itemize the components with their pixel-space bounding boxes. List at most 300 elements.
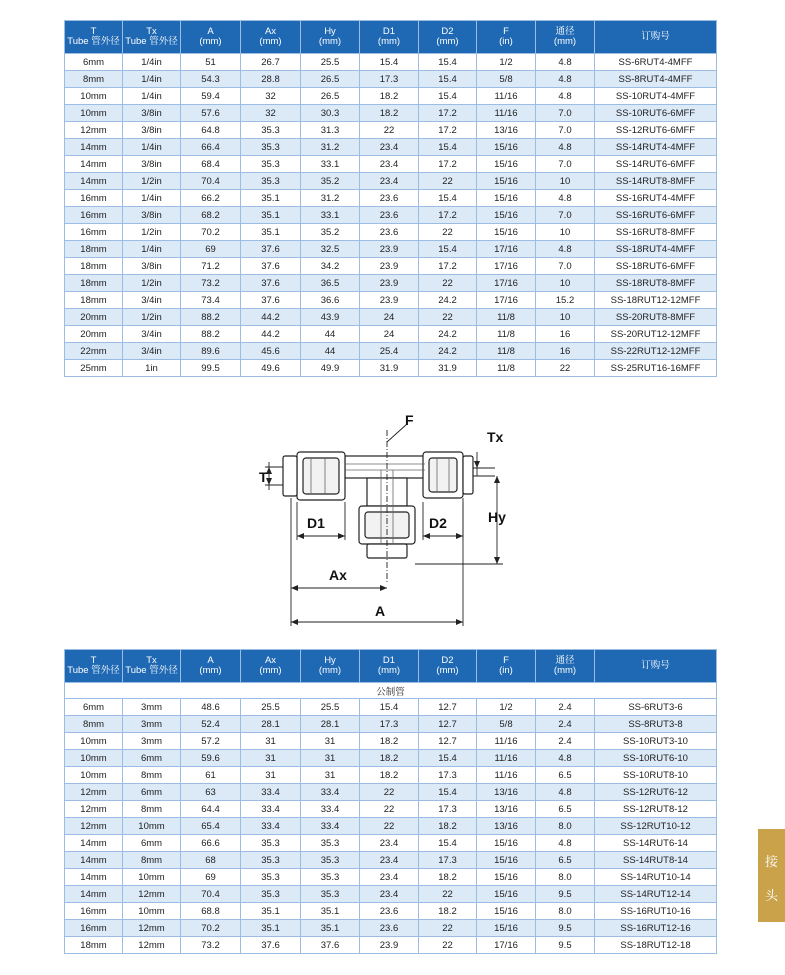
column-header: [477, 650, 536, 683]
table-cell: 13/16: [477, 122, 536, 139]
table-cell: 32.5: [301, 241, 360, 258]
table-cell: 70.2: [181, 224, 241, 241]
table-cell: 23.9: [360, 937, 419, 954]
table-cell: 17/16: [477, 937, 536, 954]
table-cell: 23.4: [360, 869, 419, 886]
table-cell: 22mm: [65, 343, 123, 360]
table-cell: 18.2: [360, 767, 419, 784]
table-row: [65, 71, 717, 88]
column-header: [419, 650, 477, 683]
table-cell: 24.2: [419, 292, 477, 309]
table-cell: 18mm: [65, 241, 123, 258]
table-cell: 17.2: [419, 156, 477, 173]
table-row: [65, 258, 717, 275]
table-cell: 18.2: [419, 818, 477, 835]
column-header: [241, 650, 301, 683]
column-header: [123, 21, 181, 54]
table-row: [65, 784, 717, 801]
table-cell: 31.2: [301, 190, 360, 207]
table-row: [65, 716, 717, 733]
tee-fitting-diagram: [255, 412, 525, 634]
table-cell: SS-14RUT10-14: [595, 869, 717, 886]
spec-table-metric: [64, 649, 717, 954]
column-header-line2: (mm): [318, 36, 342, 47]
table-cell: 68.2: [181, 207, 241, 224]
table-cell: 2.4: [536, 733, 595, 750]
table-cell: 69: [181, 241, 241, 258]
table-cell: SS-14RUT4-4MFF: [595, 139, 717, 156]
table-cell: 25mm: [65, 360, 123, 377]
table-cell: 45.6: [241, 343, 301, 360]
table-cell: 23.9: [360, 241, 419, 258]
table-cell: 3mm: [123, 716, 181, 733]
table-cell: 1/4in: [123, 190, 181, 207]
table-cell: SS-22RUT12-12MFF: [595, 343, 717, 360]
table-cell: SS-14RUT6-14: [595, 835, 717, 852]
table-cell: 7.0: [536, 156, 595, 173]
table-cell: 7.0: [536, 122, 595, 139]
table-cell: 10mm: [65, 767, 123, 784]
table-cell: 34.2: [301, 258, 360, 275]
table-cell: 10mm: [65, 750, 123, 767]
column-header: [419, 21, 477, 54]
table-cell: 15.4: [419, 139, 477, 156]
column-header-line1: A: [207, 26, 214, 37]
table-cell: 16mm: [65, 190, 123, 207]
table-cell: 4.8: [536, 241, 595, 258]
column-header-line2: (mm): [259, 36, 282, 47]
table-cell: SS-10RUT3-10: [595, 733, 717, 750]
column-header-line1: Tx: [146, 26, 157, 37]
table-cell: 23.4: [360, 139, 419, 156]
table-row: [65, 326, 717, 343]
table-cell: 33.4: [241, 784, 301, 801]
table-cell: 3/4in: [123, 343, 181, 360]
table-cell: 9.5: [536, 920, 595, 937]
table-cell: 15.4: [419, 835, 477, 852]
table-header-row: [65, 650, 717, 683]
table-row: [65, 699, 717, 716]
table-cell: 14mm: [65, 139, 123, 156]
table-cell: 16mm: [65, 224, 123, 241]
column-header-line2: (mm): [436, 36, 459, 47]
table-cell: 64.4: [181, 801, 241, 818]
table-row: [65, 360, 717, 377]
table-cell: 36.5: [301, 275, 360, 292]
table-cell: 13/16: [477, 818, 536, 835]
table-cell: 33.1: [301, 156, 360, 173]
table-cell: 10mm: [123, 818, 181, 835]
table-cell: 12mm: [65, 784, 123, 801]
column-header-line2: (mm): [377, 36, 401, 47]
table-cell: SS-10RUT4-4MFF: [595, 88, 717, 105]
table-cell: 8mm: [123, 767, 181, 784]
table-row: [65, 920, 717, 937]
table-cell: 18.2: [419, 869, 477, 886]
table-cell: 44.2: [241, 309, 301, 326]
table-cell: 66.4: [181, 139, 241, 156]
column-header: [241, 21, 301, 54]
table-cell: 10: [536, 224, 595, 241]
table-cell: 35.3: [241, 173, 301, 190]
table-cell: 22: [419, 886, 477, 903]
table-subheader-row: [65, 683, 717, 699]
table-cell: 36.6: [301, 292, 360, 309]
table-cell: SS-18RUT12-12MFF: [595, 292, 717, 309]
metric-subheader: 公制管: [65, 683, 717, 699]
table-cell: 10mm: [65, 733, 123, 750]
table-cell: 4.8: [536, 139, 595, 156]
column-header: [536, 21, 595, 54]
table-cell: 12.7: [419, 699, 477, 716]
table-cell: 26.5: [301, 88, 360, 105]
table-cell: SS-16RUT8-8MFF: [595, 224, 717, 241]
table-cell: 31: [241, 750, 301, 767]
table-cell: 16mm: [65, 207, 123, 224]
table-cell: 15/16: [477, 852, 536, 869]
table-cell: 18mm: [65, 275, 123, 292]
table-row: [65, 886, 717, 903]
table-cell: 35.1: [241, 920, 301, 937]
table-cell: 4.8: [536, 784, 595, 801]
table-header-row: [65, 21, 717, 54]
table-cell: 37.6: [241, 258, 301, 275]
label-t: T: [259, 469, 268, 485]
table-cell: 35.3: [241, 869, 301, 886]
column-header: [65, 21, 123, 54]
table-cell: 22: [419, 224, 477, 241]
table-cell: 66.6: [181, 835, 241, 852]
table-cell: 30.3: [301, 105, 360, 122]
table-cell: 22: [419, 275, 477, 292]
table-cell: 14mm: [65, 852, 123, 869]
table-row: [65, 937, 717, 954]
table-cell: 23.4: [360, 852, 419, 869]
column-header: [65, 650, 123, 683]
table-cell: 15.4: [419, 784, 477, 801]
table-cell: 17.3: [360, 716, 419, 733]
table-cell: 23.4: [360, 886, 419, 903]
column-header: [360, 21, 419, 54]
table-cell: 23.9: [360, 275, 419, 292]
table-cell: 68.8: [181, 903, 241, 920]
column-header: [181, 650, 241, 683]
table-row: [65, 241, 717, 258]
table-cell: 44: [301, 343, 360, 360]
table-row: [65, 105, 717, 122]
table-cell: 54.3: [181, 71, 241, 88]
table-cell: 31: [241, 767, 301, 784]
table-cell: 17.2: [419, 122, 477, 139]
table-cell: 9.5: [536, 886, 595, 903]
table-cell: 2.4: [536, 699, 595, 716]
table-cell: 3mm: [123, 699, 181, 716]
table-row: [65, 122, 717, 139]
table-cell: 57.6: [181, 105, 241, 122]
label-d1: D1: [307, 515, 325, 531]
table-cell: SS-10RUT6-6MFF: [595, 105, 717, 122]
table-cell: 23.9: [360, 292, 419, 309]
table-cell: 26.5: [301, 71, 360, 88]
table-cell: 18.2: [419, 903, 477, 920]
table-row: [65, 139, 717, 156]
table-cell: 11/8: [477, 326, 536, 343]
table-cell: 71.2: [181, 258, 241, 275]
column-header-line2: (mm): [377, 665, 401, 676]
table-row: [65, 869, 717, 886]
table-cell: 17/16: [477, 292, 536, 309]
table-cell: 18.2: [360, 733, 419, 750]
table-cell: 23.6: [360, 190, 419, 207]
table-cell: 35.3: [301, 886, 360, 903]
table-cell: 22: [360, 122, 419, 139]
column-header-line1: A: [207, 655, 214, 666]
table-cell: 15.4: [419, 54, 477, 71]
table-cell: 68.4: [181, 156, 241, 173]
table-cell: 22: [360, 801, 419, 818]
table-cell: SS-14RUT12-14: [595, 886, 717, 903]
table-cell: 25.5: [241, 699, 301, 716]
table-cell: 1/4in: [123, 139, 181, 156]
column-header-line1: 订购号: [641, 660, 670, 671]
table-cell: 26.7: [241, 54, 301, 71]
table-cell: 31.3: [301, 122, 360, 139]
table-cell: 3/4in: [123, 326, 181, 343]
table-cell: 15.4: [419, 88, 477, 105]
table-cell: 4.8: [536, 88, 595, 105]
table-row: [65, 190, 717, 207]
table-cell: 10: [536, 275, 595, 292]
table-cell: 6.5: [536, 801, 595, 818]
table-cell: SS-8RUT3-8: [595, 716, 717, 733]
table-cell: 48.6: [181, 699, 241, 716]
table-cell: 18mm: [65, 258, 123, 275]
table-cell: 59.6: [181, 750, 241, 767]
table-cell: 59.4: [181, 88, 241, 105]
column-header-line1: Ax: [264, 26, 277, 37]
label-hy: Hy: [488, 509, 506, 525]
column-header-line2: Tube 管外径: [67, 665, 120, 676]
table-cell: 66.2: [181, 190, 241, 207]
table-cell: 15.4: [419, 190, 477, 207]
column-header-line2: (mm): [199, 36, 222, 47]
table-cell: 17.3: [419, 852, 477, 869]
label-f: F: [405, 412, 414, 428]
table-cell: 4.8: [536, 71, 595, 88]
table-cell: 1/2in: [123, 173, 181, 190]
table-cell: 1/4in: [123, 88, 181, 105]
table-cell: 25.4: [360, 343, 419, 360]
table-cell: 10mm: [65, 88, 123, 105]
table-cell: 11/8: [477, 309, 536, 326]
table-cell: 32: [241, 105, 301, 122]
column-header: [595, 21, 717, 54]
table-cell: 16: [536, 343, 595, 360]
table-cell: SS-10RUT6-10: [595, 750, 717, 767]
table-row: [65, 903, 717, 920]
table-row: [65, 88, 717, 105]
table-cell: 18.2: [360, 105, 419, 122]
table-cell: SS-20RUT12-12MFF: [595, 326, 717, 343]
table-cell: SS-18RUT6-6MFF: [595, 258, 717, 275]
table-cell: 17/16: [477, 241, 536, 258]
table-cell: 10: [536, 173, 595, 190]
table-row: [65, 275, 717, 292]
table-row: [65, 173, 717, 190]
table-cell: 35.3: [241, 886, 301, 903]
table-cell: 35.2: [301, 173, 360, 190]
table-cell: 11/8: [477, 343, 536, 360]
table-cell: 88.2: [181, 309, 241, 326]
column-header-line2: (mm): [259, 665, 282, 676]
table-cell: 11/8: [477, 360, 536, 377]
table-cell: 3/8in: [123, 258, 181, 275]
table-cell: 5/8: [477, 71, 536, 88]
table-cell: 20mm: [65, 309, 123, 326]
table-cell: 17.3: [419, 801, 477, 818]
table-cell: 14mm: [65, 886, 123, 903]
table-cell: 99.5: [181, 360, 241, 377]
column-header-line1: Ax: [264, 655, 277, 666]
table-cell: 43.9: [301, 309, 360, 326]
table-cell: 1/2: [477, 54, 536, 71]
table-cell: 22: [419, 920, 477, 937]
column-header-line1: 通径: [555, 655, 575, 666]
table-cell: 22: [419, 173, 477, 190]
table-cell: 6mm: [65, 699, 123, 716]
table-cell: 12mm: [123, 920, 181, 937]
table-cell: 22: [419, 937, 477, 954]
table-cell: 15/16: [477, 835, 536, 852]
table-cell: 18mm: [65, 292, 123, 309]
table-cell: 73.4: [181, 292, 241, 309]
table-cell: 12mm: [65, 801, 123, 818]
table-cell: 31: [301, 733, 360, 750]
table-cell: 89.6: [181, 343, 241, 360]
table-cell: 3/8in: [123, 105, 181, 122]
table-cell: 17.2: [419, 105, 477, 122]
column-header: [301, 650, 360, 683]
table-cell: SS-6RUT3-6: [595, 699, 717, 716]
table-cell: 17.2: [419, 258, 477, 275]
table-row: [65, 750, 717, 767]
table-cell: 17.2: [419, 207, 477, 224]
table-cell: 44: [301, 326, 360, 343]
table-cell: 15/16: [477, 207, 536, 224]
table-cell: 13/16: [477, 801, 536, 818]
table-cell: 23.4: [360, 173, 419, 190]
label-d2: D2: [429, 515, 447, 531]
table-cell: 12mm: [65, 122, 123, 139]
table-cell: 35.3: [241, 852, 301, 869]
table-cell: 16mm: [65, 920, 123, 937]
table-cell: 23.6: [360, 224, 419, 241]
table-cell: SS-16RUT10-16: [595, 903, 717, 920]
table-cell: 8mm: [65, 716, 123, 733]
table-cell: 52.4: [181, 716, 241, 733]
table-cell: 35.3: [241, 139, 301, 156]
table-cell: 49.9: [301, 360, 360, 377]
table-cell: SS-25RUT16-16MFF: [595, 360, 717, 377]
table-cell: 35.3: [301, 852, 360, 869]
table-cell: 1in: [123, 360, 181, 377]
table-cell: 6mm: [123, 835, 181, 852]
table-cell: 35.3: [241, 835, 301, 852]
table-cell: 51: [181, 54, 241, 71]
table-cell: 24: [360, 309, 419, 326]
table-cell: SS-14RUT6-6MFF: [595, 156, 717, 173]
table-cell: 49.6: [241, 360, 301, 377]
table-cell: SS-18RUT4-4MFF: [595, 241, 717, 258]
table-cell: 35.3: [301, 835, 360, 852]
label-ax: Ax: [329, 567, 347, 583]
column-header-line2: Tube 管外径: [125, 665, 178, 676]
table-cell: 64.8: [181, 122, 241, 139]
table-cell: 15.4: [419, 750, 477, 767]
table-cell: 12.7: [419, 733, 477, 750]
table-cell: 24.2: [419, 326, 477, 343]
table-cell: 31.2: [301, 139, 360, 156]
table-cell: 1/4in: [123, 71, 181, 88]
table-cell: SS-16RUT6-6MFF: [595, 207, 717, 224]
column-header: [301, 21, 360, 54]
table-cell: 14mm: [65, 835, 123, 852]
table-cell: 1/2in: [123, 224, 181, 241]
table-cell: 8mm: [123, 801, 181, 818]
table-cell: 13/16: [477, 784, 536, 801]
table-cell: 11/16: [477, 88, 536, 105]
table-cell: SS-12RUT6-12: [595, 784, 717, 801]
table-cell: 17/16: [477, 275, 536, 292]
table-cell: 37.6: [301, 937, 360, 954]
column-header-line2: (mm): [553, 665, 577, 676]
table-cell: 31.9: [419, 360, 477, 377]
table-cell: 32: [241, 88, 301, 105]
table-cell: 11/16: [477, 105, 536, 122]
table-cell: 35.1: [301, 920, 360, 937]
table-cell: 5/8: [477, 716, 536, 733]
table-cell: 68: [181, 852, 241, 869]
table-cell: 35.3: [241, 122, 301, 139]
table-cell: 28.1: [241, 716, 301, 733]
table-cell: 8.0: [536, 818, 595, 835]
table-cell: 28.1: [301, 716, 360, 733]
table-cell: 15.4: [360, 699, 419, 716]
table-cell: 9.5: [536, 937, 595, 954]
column-header-line1: 订购号: [641, 31, 670, 42]
table-cell: SS-6RUT4-4MFF: [595, 54, 717, 71]
table-row: [65, 54, 717, 71]
table-cell: 35.1: [241, 207, 301, 224]
table-cell: 14mm: [65, 156, 123, 173]
column-header-line2: Tube 管外径: [125, 36, 178, 47]
table-cell: 35.1: [241, 224, 301, 241]
table-cell: 18.2: [360, 750, 419, 767]
column-header: [595, 650, 717, 683]
table-cell: 35.1: [301, 903, 360, 920]
table-cell: 24: [360, 326, 419, 343]
label-a: A: [375, 603, 386, 619]
table-cell: 15/16: [477, 190, 536, 207]
column-header-line1: Hy: [324, 26, 336, 37]
column-header: [123, 650, 181, 683]
table-cell: 22: [419, 309, 477, 326]
table-cell: 15/16: [477, 224, 536, 241]
column-header-line1: Hy: [324, 655, 336, 666]
table-cell: 44.2: [241, 326, 301, 343]
table-cell: 1/4in: [123, 54, 181, 71]
table-cell: 4.8: [536, 54, 595, 71]
